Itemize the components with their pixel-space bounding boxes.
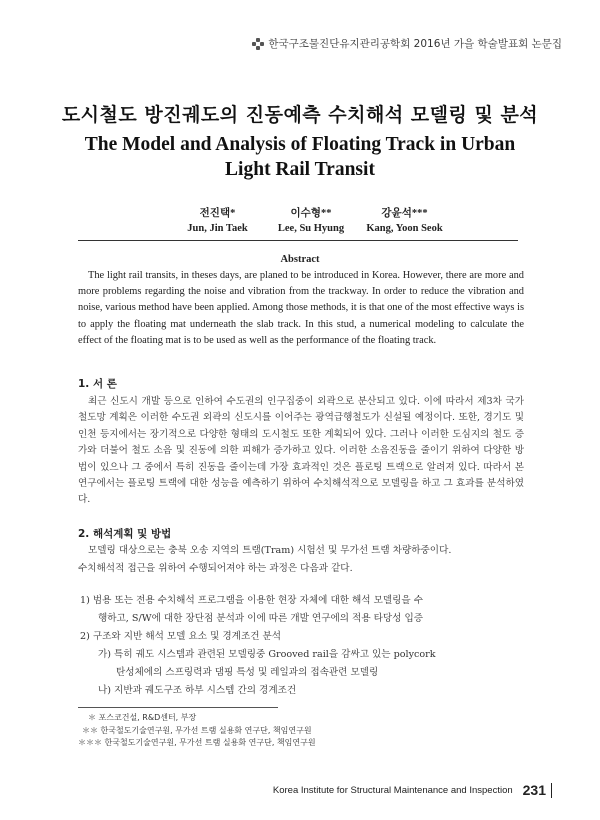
section-1-text: 최근 신도시 개발 등으로 인하여 수도권의 인구집중이 외곽으로 분산되고 있다. 이에 따라서 제3차 국가철도망 계획은 이러한 수도권 외곽의 신도시를 이어주는 광역급행철도가 신설될 예정이다. 또한, 경기도 및 인천 등지에서는 장기적으로 다양한 형태의 도시철도 또한 계획되어 있다. 그러나 이러한 도심지의 철도 증가와 더불어 철도 소음 및 진동에 의한 피해가 증가하고 있다. 이러한 소음진동을 줄이기 위하여 다양한 방법이 있으나 그 중에서 특히 진동을 줄이는데 가장 효과적인 것은 플로팅 트랙으로 알려져 있다. 따라서 본 연구에서는 플로팅 트랙에 대한 성능을 예측하기 위하여 수치해석적으로 모델링을 하고 그 효과를 분석하였다. xyxy=(78,396,524,506)
footnotes xyxy=(78,712,438,750)
abstract-heading: Abstract xyxy=(280,254,320,265)
list-item-2b: 나) 지반과 궤도구조 하부 시스템 간의 경계조건 xyxy=(98,685,297,696)
abstract-divider xyxy=(78,240,518,241)
list-item-2a-line-2: 탄성체에의 스프링력과 댐핑 특성 및 레일과의 접속관련 모델링 xyxy=(116,667,379,678)
author-block xyxy=(170,205,470,234)
footnote-3: ＊＊＊ 한국철도기술연구원, 무가선 트램 실용화 연구단, 책임연구원 xyxy=(78,738,316,747)
author-2-english: Lee, Su Hyung xyxy=(277,223,345,234)
footer-organization: Korea Institute for Structural Maintenance and Inspection xyxy=(272,784,513,796)
author-2-korean: 이수형** xyxy=(290,208,332,219)
author-1-korean: 전진택* xyxy=(199,208,236,219)
page-footer xyxy=(273,782,552,798)
list-item-2: 2) 구조와 지반 해석 모델 요소 및 경계조건 분석 xyxy=(80,631,282,642)
journal-header xyxy=(252,36,562,51)
section-2-intro-line-2: 수치해석적 접근을 위하여 수행되어져야 하는 과정은 다음과 같다. xyxy=(78,563,353,574)
section-2-intro-line-1: 모델링 대상으로는 충북 오송 지역의 트램(Tram) 시험선 및 무가선 트램 차량하중이다. xyxy=(88,545,452,556)
footnote-divider xyxy=(78,707,278,708)
journal-name: 한국구조물진단유지관리공학회 2016년 가을 학술발표회 논문집 xyxy=(268,38,562,50)
list-item-1-line-2: 행하고, S/W에 대한 장단점 분석과 이에 따른 개발 연구에의 적용 타당성 입증 xyxy=(98,613,424,624)
list-item-1-line-1: 1) 범용 또는 전용 수치해석 프로그램을 이용한 현장 자체에 대한 해석 모델링을 수 xyxy=(80,595,424,606)
author-3-english: Kang, Yoon Seok xyxy=(366,223,443,234)
page-number: 231 xyxy=(522,782,546,798)
footer-divider xyxy=(551,783,552,798)
kimm-logo-icon xyxy=(252,38,264,50)
title-english: The Model and Analysis of Floating Track in Urban Light Rail Transit xyxy=(84,134,516,180)
author-1-english: Jun, Jin Taek xyxy=(187,223,248,234)
list-item-2a-line-1: 가) 특히 궤도 시스템과 관련된 모델링중 Grooved rail을 감싸고 있는 polycork xyxy=(98,649,436,660)
abstract-text: The light rail transits, in theses days, are planed to be introduced in Korea. However, there are more and more problems regarding the noise and vibration from the trackway. In order to reduce the vibration and noise, various method have been applied. Among those methods, it is that one of the most effective ways is to apply the floating mat underneath the slab track. In this stud, a numerical modeling to calculate the effect of the floating mat is to be used as well as the performance of the floating track. xyxy=(78,270,524,346)
footnote-2: ＊＊ 한국철도기술연구원, 무가선 트램 실용화 연구단, 책임연구원 xyxy=(82,725,312,735)
author-3-korean: 강윤석*** xyxy=(381,208,428,219)
title-korean: 도시철도 방진궤도의 진동예측 수치해석 모델링 및 분석 xyxy=(61,104,539,126)
footnote-1: ＊ 포스코건설, R&D센터, 부장 xyxy=(88,713,197,722)
section-1-heading: 1. 서 론 xyxy=(78,378,117,390)
section-2-heading: 2. 해석계획 및 방법 xyxy=(78,528,172,540)
